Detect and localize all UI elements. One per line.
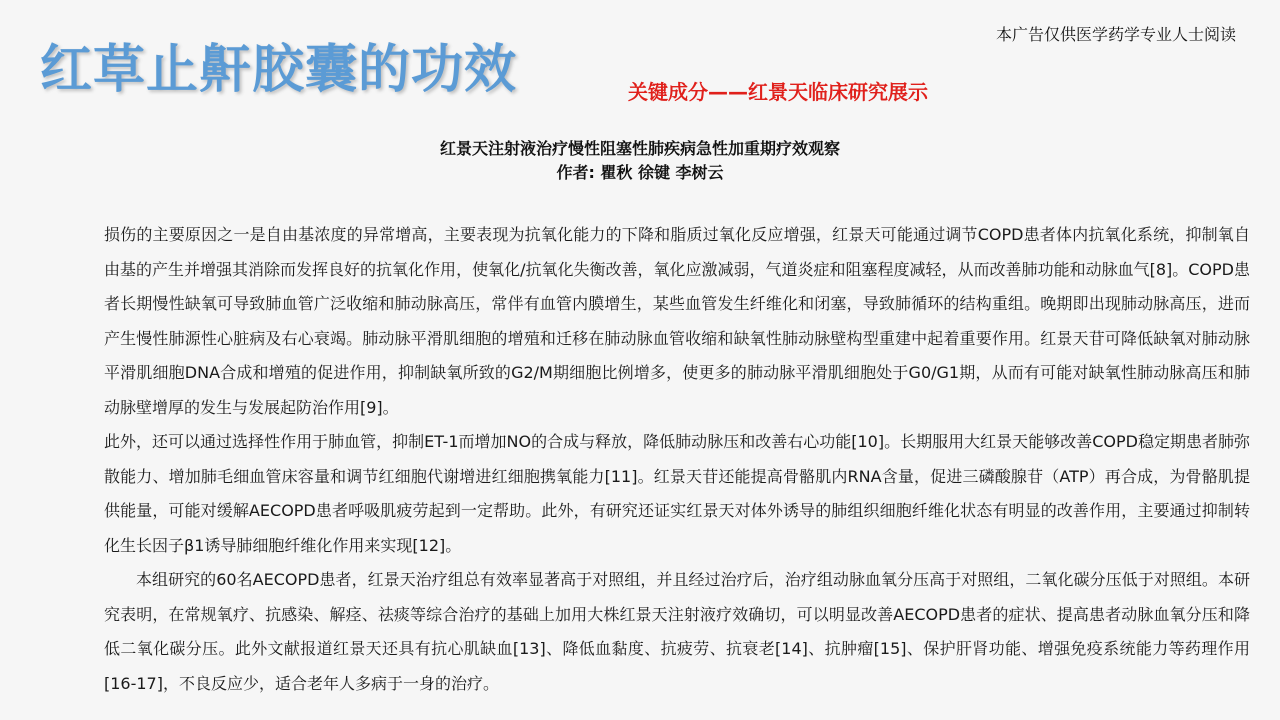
- disclaimer: 本广告仅供医学药学专业人士阅读: [995, 25, 1236, 44]
- page-title: 红草止鼾胶囊的功效: [40, 40, 518, 100]
- paragraph-1: 损伤的主要原因之一是自由基浓度的异常增高，主要表现为抗氧化能力的下降和脂质过氧化反应增强，红景天可能通过调节COPD患者体内抗氧化系统，抑制氧自由基的产生并增强其消除而发挥良好的抗氧化作用，使氧化/抗氧化失衡改善，氧化应激减弱，气道炎症和阻塞程度减轻，从而改善肺功能和动脉血气[8]。COPD患者长期慢性缺氧可导致肺血管广泛收缩和肺动脉高压，常伴有血管内膜增生，某些血管发生纤维化和闭塞，导致肺循环的结构重组。晚期即出现肺动脉高压，进而产生慢性肺源性心脏病及右心衰竭。肺动脉平滑肌细胞的增殖和迁移在肺动脉血管收缩和缺氧性肺动脉壁构型重建中起着重要作用。红景天苷可降低缺氧对肺动脉平滑肌细胞DNA合成和增殖的促进作用，抑制缺氧所致的G2/M期细胞比例增多，使更多的肺动脉平滑肌细胞处于G0/G1期，从而有可能对缺氧性肺动脉高压和肺动脉壁增厚的发生与发展起防治作用[9]。: [104, 225, 1250, 417]
- paragraph-3: 本组研究的60名AECOPD患者，红景天治疗组总有效率显著高于对照组，并且经过治疗后，治疗组动脉血氧分压高于对照组，二氧化碳分压低于对照组。本研究表明，在常规氧疗、抗感染、解痉、祛痰等综合治疗的基础上加用大株红景天注射液疗效确切，可以明显改善AECOPD患者的症状、提高患者动脉血氧分压和降低二氧化碳分压。此外文献报道红景天还具有抗心肌缺血[13]、降低血黏度、抗疲劳、抗衰老[14]、抗肿瘤[15]、保护肝肾功能、增强免疫系统能力等药理作用[16-17]，不良反应少，适合老年人多病于一身的治疗。: [104, 570, 1250, 693]
- article-authors: 作者: 瞿秋 徐键 李树云: [556, 163, 724, 182]
- article-title: 红景天注射液治疗慢性阻塞性肺疾病急性加重期疗效观察: [439, 139, 840, 158]
- article-body: [104, 218, 1250, 701]
- paragraph-2: 此外，还可以通过选择性作用于肺血管，抑制ET-1而增加NO的合成与释放，降低肺动脉压和改善右心功能[10]。长期服用大红景天能够改善COPD稳定期患者肺弥散能力、增加肺毛细血管床容量和调节红细胞代谢增进红细胞携氧能力[11]。红景天苷还能提高骨骼肌内RNA含量，促进三磷酸腺苷（ATP）再合成，为骨骼肌提供能量，可能对缓解AECOPD患者呼吸肌疲劳起到一定帮助。此外，有研究还证实红景天对体外诱导的肺组织细胞纤维化状态有明显的改善作用，主要通过抑制转化生长因子β1诱导肺细胞纤维化作用来实现[12]。: [104, 432, 1250, 555]
- page-subtitle: 关键成分——红景天临床研究展示: [628, 80, 928, 104]
